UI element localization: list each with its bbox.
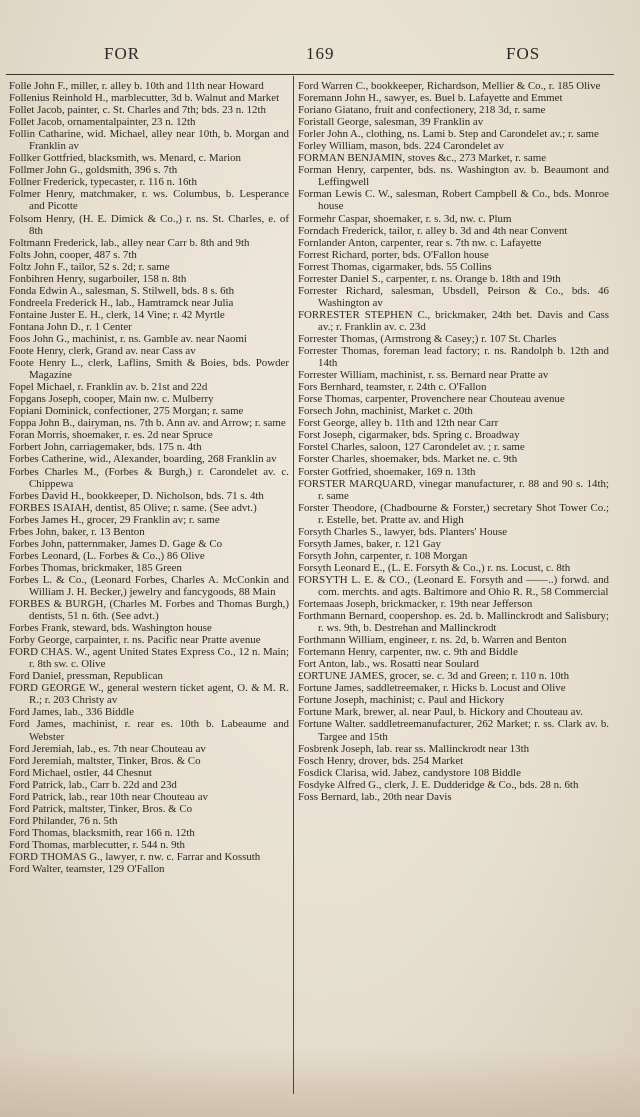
directory-entry: Follner Frederick, typecaster, r. 116 n. 16th (9, 176, 197, 189)
directory-entry: FORD THOMAS G., lawyer, r. nw. c. Farrar and Kossuth (9, 851, 261, 863)
directory-entry: Foltz John F., tailor, 52 s. 2d; r. same (9, 260, 170, 273)
directory-entry: Fortune James, saddletreemaker, r. Hicks b. Locust and Olive (298, 682, 566, 695)
directory-entry: Fort Anton, lab., ws. Rosatti near Soulard (298, 658, 479, 671)
directory-entry: Forman Lewis C. W., salesman, Robert Campbell & Co., bds. Monroe house (298, 188, 609, 213)
directory-entry: Foriano Giatano, fruit and confectionery, 218 3d, r. same (298, 104, 546, 117)
directory-entry: Fosbrenk Joseph, lab. rear ss. Mallinckrodt near 13th (298, 742, 530, 755)
directory-entry: Foote Henry L., clerk, Laflins, Smith & Boies, bds. Powder Magazine (9, 357, 289, 382)
directory-entry: Fosdyke Alfred G., clerk, J. E. Dudderidge & Co., bds. 28 n. 6th (298, 778, 579, 791)
directory-entry: Forse Thomas, carpenter, Provenchere near Chouteau avenue (298, 393, 565, 406)
directory-entry: Follet Jacob, painter, c. St. Charles and 7th; bds. 23 n. 12th (9, 104, 266, 117)
directory-entry: Fondreela Frederick H., lab., Hamtramck near Julia (9, 296, 234, 309)
directory-entry: Forst George, alley b. 11th and 12th near Carr (298, 417, 499, 430)
directory-entry: Fortemaas Joseph, brickmacker, r. 19th near Jefferson (298, 598, 533, 611)
directory-entry: Fontana John D., r. 1 Center (9, 320, 132, 333)
directory-entry: Ford Jeremiah, maltster, Tinker, Bros. & Co (9, 754, 201, 767)
directory-entry: Follker Gottfried, blacksmith, ws. Menard, c. Marion (9, 152, 241, 165)
directory-entry: Foremann John H., sawyer, es. Buel b. Lafayette and Emmet (298, 92, 563, 105)
directory-entry: FORRESTER STEPHEN C., brickmaker, 24th bet. Davis and Cass av.; r. Franklin av. c. 23d (298, 308, 609, 333)
directory-entry: Forrester Richard, salesman, Ubsdell, Peirson & Co., bds. 46 Washington av (298, 284, 609, 309)
directory-entry: Forsyth John, carpenter, r. 108 Morgan (298, 549, 468, 562)
directory-entry: Forthmann William, engineer, r. ns. 2d, b. Warren and Benton (298, 634, 567, 647)
directory-entry: Frbes John, baker, r. 13 Benton (9, 525, 145, 538)
directory-entry: Fortune Joseph, machinist; c. Paul and Hickory (298, 694, 505, 707)
directory-entry: Forndach Frederick, tailor, r. alley b. 3d and 4th near Convent (298, 224, 568, 237)
directory-entry: Forster Gotfried, shoemaker, 169 n. 13th (298, 465, 476, 478)
directory-entry: Folts John, cooper, 487 s. 7th (9, 248, 137, 261)
directory-entry: Foltmann Frederick, lab., alley near Carr b. 8th and 9th (9, 236, 250, 249)
directory-entry: Forsyth Charles S., lawyer, bds. Planters' House (298, 525, 508, 538)
right-guide-word: FOS (506, 44, 541, 63)
directory-entry: Fors Bernhard, teamster, r. 24th c. O'Fallon (298, 381, 487, 394)
directory-entry: Fopgans Joseph, cooper, Main nw. c. Mulberry (9, 393, 214, 406)
directory-entry: Foppa John B., dairyman, ns. 7th b. Ann av. and Arrow; r. same (9, 417, 286, 430)
directory-entry: Forrester William, machinist, r. ss. Bernard near Pratte av (298, 369, 549, 382)
directory-entry: Forstel Charles, saloon, 127 Carondelet av. ; r. same (298, 441, 525, 454)
page-header (0, 44, 640, 68)
directory-entry: FORMAN BENJAMIN, stoves &c., 273 Market, r. same (298, 152, 547, 165)
directory-entry: Forrester Thomas, (Armstrong & Casey;) r. 107 St. Charles (298, 332, 557, 345)
column-divider (293, 76, 294, 1094)
directory-entry: Folle John F., miller, r. alley b. 10th and 11th near Howard (9, 80, 264, 92)
directory-entry: Follmer John G., goldsmith, 396 s. 7th (9, 164, 178, 177)
directory-entry: Fontaine Juster E. H., clerk, 14 Vine; r. 42 Myrtle (9, 308, 225, 321)
directory-entry: Ford Daniel, pressman, Republican (9, 670, 163, 683)
directory-entry: Ford Walter, teamster, 129 O'Fallon (9, 863, 165, 876)
directory-entry: Ford Michael, ostler, 44 Chesnut (9, 766, 152, 779)
directory-entry: FORD CHAS. W., agent United States Express Co., 12 n. Main; r. 8th sw. c. Olive (9, 646, 289, 671)
directory-entry: Forbes Catherine, wid., Alexander, boarding, 268 Franklin av (9, 453, 277, 466)
directory-entry: Foristall George, salesman, 39 Franklin av (298, 116, 484, 129)
directory-entry: Forthmann Bernard, coopershop. es. 2d. b. Mallinckrodt and Salisbury; r. ws. 9th, b. Destrehan and Mallinckrodt (298, 610, 609, 635)
directory-entry: FORBES & BURGH, (Charles M. Forbes and Thomas Burgh,) dentists, 51 n. 6th. (See advt.) (9, 598, 289, 623)
directory-entry: FORD GEORGE W., general western ticket agent, O. & M. R. R.; r. 203 Christy av (9, 682, 289, 707)
directory-entry: Ford Warren C., bookkeeper, Richardson, Mellier & Co., r. 185 Olive (298, 80, 601, 92)
directory-entry: Forrest Richard, porter, bds. O'Fallon house (298, 248, 489, 261)
directory-entry: Ford Thomas, blacksmith, rear 166 n. 12th (9, 826, 195, 839)
directory-entry: Follin Catharine, wid. Michael, alley near 10th, b. Morgan and Franklin av (9, 128, 289, 153)
directory-entry: Forbes Leonard, (L. Forbes & Co.,) 86 Olive (9, 549, 205, 562)
directory-entry: £ORTUNE JAMES, grocer, se. c. 3d and Green; r. 110 n. 10th (298, 670, 570, 683)
directory-entry: Forler John A., clothing, ns. Lami b. Step and Carondelet av.; r. same (298, 128, 599, 141)
directory-entry: Foos John G., machinist, r. ns. Gamble av. near Naomi (9, 332, 247, 345)
directory-entry: Ford Patrick, maltster, Tinker, Bros. & Co (9, 802, 193, 815)
directory-entry: Forbes L. & Co., (Leonard Forbes, Charles A. McConkin and William J. H. Becker,) jewelry and fancygoods, 88 Main (9, 573, 289, 598)
directory-entry: Ford Philander, 76 n. 5th (9, 814, 118, 827)
directory-entry: Forbes David H., bookkeeper, D. Nicholson, bds. 71 s. 4th (9, 489, 264, 502)
left-column (9, 80, 289, 875)
directory-entry: Ford James, lab., 336 Biddle (9, 706, 134, 719)
page-number: 169 (306, 44, 335, 63)
directory-entry: Fornlander Anton, carpenter, rear s. 7th nw. c. Lafayette (298, 236, 542, 249)
directory-entry: Forsech John, machinist, Market c. 20th (298, 405, 473, 418)
directory-entry: Forbes Thomas, brickmaker, 185 Green (9, 561, 182, 574)
directory-entry: Forster Charles, shoemaker, bds. Market ne. c. 9th (298, 453, 518, 466)
directory-entry: FORSTER MARQUARD, vinegar manufacturer, r. 88 and 90 s. 14th; r. same (298, 477, 609, 502)
directory-entry: Ford Thomas, marblecutter, r. 544 n. 9th (9, 838, 186, 851)
directory-entry: Ford James, machinist, r. rear es. 10th b. Labeaume and Webster (9, 718, 289, 743)
directory-entry: Fosch Henry, drover, bds. 254 Market (298, 754, 464, 767)
paper-stain (0, 1047, 640, 1117)
directory-entry: Formehr Caspar, shoemaker, r. s. 3d, nw. c. Plum (298, 212, 512, 225)
directory-entry: Forrest Thomas, cigarmaker, bds. 55 Collins (298, 260, 492, 273)
directory-entry: Forbes Charles M., (Forbes & Burgh,) r. Carondelet av. c. Chippewa (9, 465, 289, 490)
right-column (298, 80, 609, 803)
directory-entry: FORSYTH L. E. & CO., (Leonard E. Forsyth and ——..) forwd. and com. merchts. and agts. Baltimore and Ohio R. R., 58 Commercial (298, 573, 609, 598)
directory-entry: Ford Patrick, lab., rear 10th near Chouteau av (9, 790, 208, 803)
directory-entry: Forrester Daniel S., carpenter, r. ns. Orange b. 18th and 19th (298, 272, 561, 285)
directory-entry: Forbes John, patternmaker, James D. Gage & Co (9, 537, 223, 550)
directory-entry: FORBES ISAIAH, dentist, 85 Olive; r. same. (See advt.) (9, 501, 257, 514)
directory-entry: Forbes James H., grocer, 29 Franklin av; r. same (9, 513, 220, 526)
header-rule (6, 74, 614, 75)
directory-entry: Forley William, mason, bds. 224 Carondelet av (298, 140, 504, 153)
directory-entry: Follet Jacob, ornamentalpainter, 23 n. 12th (9, 116, 196, 129)
directory-entry: Ford Jeremiah, lab., es. 7th near Chouteau av (9, 742, 206, 755)
directory-entry: Forsyth James, baker, r. 121 Gay (298, 537, 441, 550)
directory-entry: Foss Bernard, lab., 20th near Davis (298, 790, 452, 803)
directory-entry: Ford Patrick, lab., Carr b. 22d and 23d (9, 778, 177, 791)
directory-entry: Fonbihren Henry, sugarboiler, 158 n. 8th (9, 272, 187, 285)
directory-entry: Forsyth Leonard E., (L. E. Forsyth & Co.,) r. ns. Locust, c. 8th (298, 561, 571, 574)
directory-entry: Fortemann Henry, carpenter, nw. c. 9th and Biddle (298, 646, 518, 659)
directory-entry: Forrester Thomas, foreman lead factory; r. ns. Randolph b. 12th and 14th (298, 345, 609, 370)
directory-entry: Fortune Mark, brewer, al. near Paul, b. Hickory and Chouteau av. (298, 706, 583, 719)
directory-entry: Forbes Frank, steward, bds. Washington house (9, 622, 212, 635)
left-guide-word: FOR (104, 44, 141, 63)
directory-entry: Folsom Henry, (H. E. Dimick & Co.,) r. ns. St. Charles, e. of 8th (9, 212, 289, 237)
directory-entry: Forster Theodore, (Chadbourne & Forster,) secretary Shot Tower Co.; r. Estelle, bet. Pratte av. and High (298, 501, 609, 526)
directory-entry: Forby George, carpainter, r. ns. Pacific near Pratte avenue (9, 634, 261, 647)
directory-entry: Foran Morris, shoemaker, r. es. 2d near Spruce (9, 429, 213, 442)
directory-entry: Follenius Reinhold H., marblecutter, 3d b. Walnut and Market (9, 92, 280, 105)
directory-entry: Forbert John, carriagemaker, bds. 175 n. 4th (9, 441, 202, 454)
directory-entry: Fosdick Clarisa, wid. Jabez, candystore 108 Biddle (298, 766, 521, 779)
directory-entry: Fopel Michael, r. Franklin av. b. 21st and 22d (9, 381, 208, 394)
directory-entry: Forman Henry, carpenter, bds. ns. Washington av. b. Beaumont and Leffingwell (298, 164, 609, 189)
directory-entry: Folmer Henry, matchmaker, r. ws. Columbus, b. Lesperance and Picotte (9, 188, 289, 213)
directory-entry: Fortune Walter. saddletreemanufacturer, 262 Market; r. ss. Clark av. b. Targee and 15th (298, 718, 609, 743)
directory-entry: Foote Henry, clerk, Grand av. near Cass av (9, 345, 196, 358)
directory-entry: Fonda Edwin A., salesman, S. Stilwell, bds. 8 s. 6th (9, 284, 235, 297)
directory-entry: Fopiani Dominick, confectioner, 275 Morgan; r. same (9, 405, 244, 418)
directory-entry: Forst Joseph, cigarmaker, bds. Spring c. Broadway (298, 429, 520, 442)
